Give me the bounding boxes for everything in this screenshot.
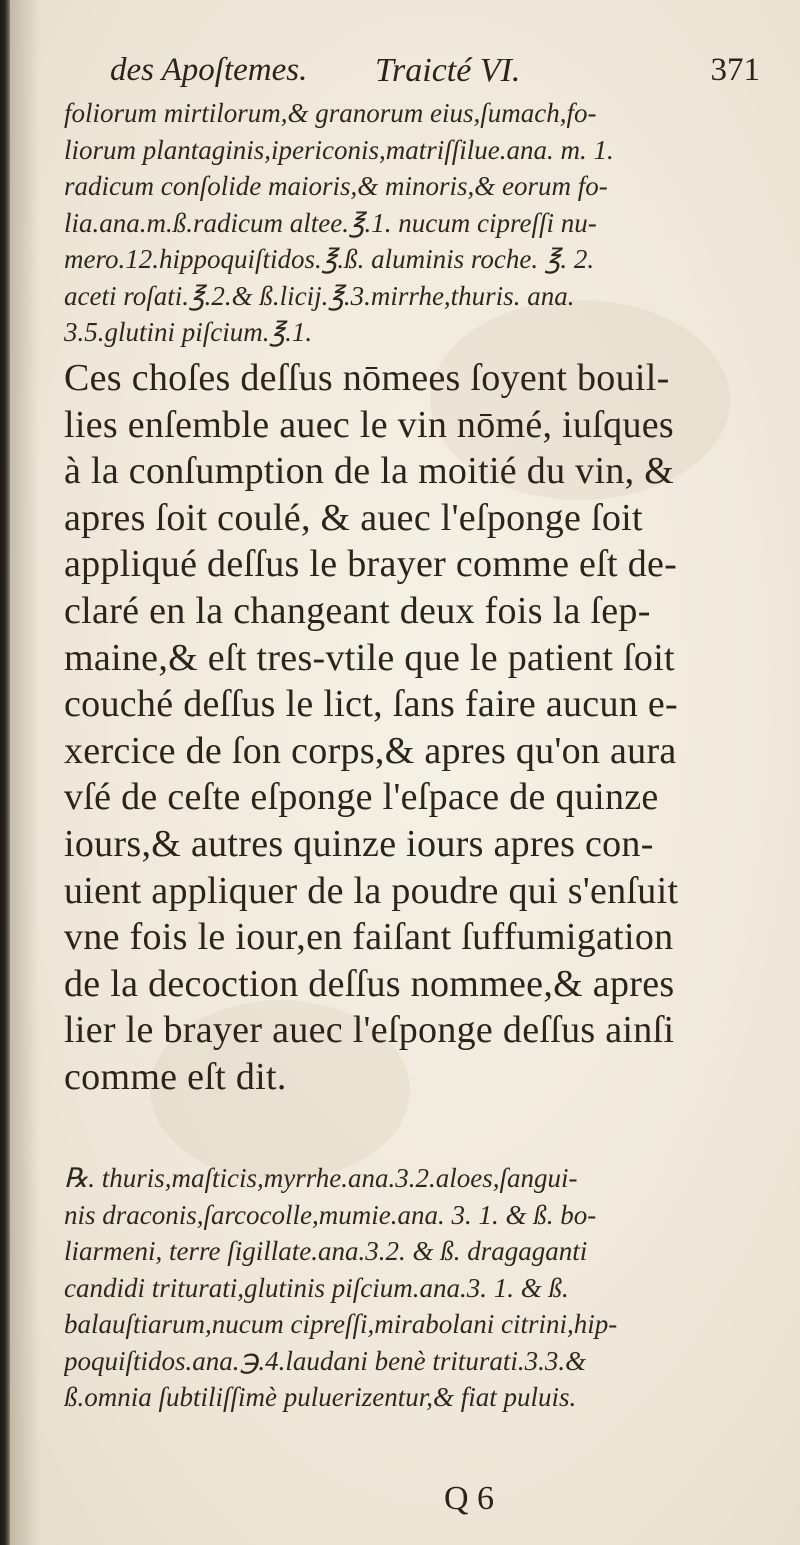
signature-mark: Q 6	[444, 1480, 495, 1517]
recipe-line: 3.5.glutini piſcium.℥.1.	[64, 317, 313, 347]
recipe-line: liorum plantaginis,ipericonis,matriſſilue.ana. m. 1.	[64, 134, 614, 165]
recipe-line: ß.omnia ſubtiliſſimè puluerizentur,& fiat puluis.	[64, 1382, 577, 1412]
recipe-line: lia.ana.m.ß.radicum altee.℥.1. nucum cipreſſi nu-	[64, 207, 597, 238]
body-line: de la decoction deſſus nommee,& apres	[64, 962, 675, 1005]
page-number: 371	[710, 52, 760, 88]
body-line: vne fois le iour,en faiſant ſuffumigation	[64, 916, 674, 959]
running-head-left: des Apoſtemes.	[110, 52, 308, 88]
body-line: couché deſſus le lict, ſans faire aucun e-	[64, 683, 678, 726]
body-line: lier le brayer auec l'eſponge deſſus ainſi	[64, 1009, 675, 1052]
running-head-center: Traicté VI.	[375, 52, 521, 89]
body-line: maine,& eſt tres-vtile que le patient ſoit	[64, 636, 675, 679]
gutter-shadow	[10, 0, 40, 1545]
running-head	[110, 52, 760, 98]
body-line: Ces choſes deſſus nōmees ſoyent bouil-	[64, 357, 670, 399]
recipe-line: mero.12.hippoquiſtidos.℥.ß. aluminis roche. ℥. 2.	[64, 244, 595, 274]
body-line: appliqué deſſus le brayer comme eſt de-	[64, 543, 678, 586]
body-line: apres ſoit coulé, & auec l'eſponge ſoit	[64, 496, 643, 539]
book-gutter	[0, 0, 10, 1545]
recipe-line: liarmeni, terre ſigillate.ana.3.2. & ß. dragaganti	[64, 1236, 588, 1266]
recipe-line: ℞. thuris,maſticis,myrrhe.ana.3.2.aloes,ſangui-	[64, 1163, 578, 1193]
recipe-line: aceti roſati.℥.2.& ß.licij.℥.3.mirrhe,thuris. ana.	[64, 280, 575, 311]
recipe-line: foliorum mirtilorum,& granorum eius,ſumach,fo-	[64, 98, 597, 128]
footer-row	[64, 1480, 764, 1530]
recipe-line: radicum conſolide maioris,& minoris,& eorum fo-	[64, 171, 608, 201]
body-line: uient appliquer de la poudre qui s'enſuit	[64, 869, 679, 912]
body-line: à la conſumption de la moitié du vin, &	[64, 450, 675, 493]
recipe-line: nis draconis,ſarcocolle,mumie.ana. 3. 1. & ß. bo-	[64, 1199, 597, 1230]
body-paragraph	[64, 355, 764, 1101]
body-line: claré en la changeant deux fois la ſep-	[64, 589, 651, 632]
recipe-line: balauſtiarum,nucum cipreſſi,mirabolani citrini,hip-	[64, 1309, 618, 1339]
body-line: vſé de ceſte eſponge l'eſpace de quinze	[64, 776, 659, 819]
body-line: lies enſemble auec le vin nōmé, iuſques	[64, 403, 675, 446]
body-line: xercice de ſon corps,& apres qu'on aura	[64, 729, 677, 772]
body-line: comme eſt dit.	[64, 1055, 287, 1098]
recipe-line: candidi triturati,glutinis piſcium.ana.3. 1. & ß.	[64, 1272, 569, 1303]
recipe-bottom	[64, 1160, 764, 1416]
recipe-line: poquiſtidos.ana.℈.4.laudani benè triturati.3.3.&	[64, 1345, 587, 1376]
recipe-top	[64, 95, 764, 351]
body-line: iours,& autres quinze iours apres con-	[64, 822, 654, 865]
